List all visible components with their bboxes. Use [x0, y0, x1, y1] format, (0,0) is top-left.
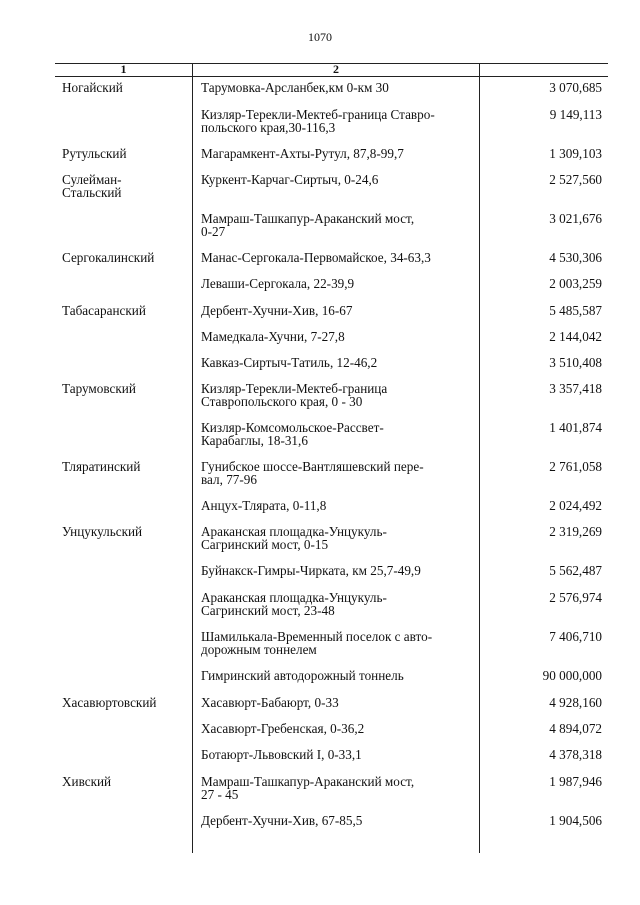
road-cell: Ботаюрт-Львовский I, 0-33,1 — [201, 747, 362, 762]
district-cell: Сергокалинский — [62, 250, 155, 265]
value-cell: 7 406,710 — [549, 629, 602, 644]
road-cell: Хасавюрт-Гребенская, 0-36,2 — [201, 721, 365, 736]
district-cell: Тарумовский — [62, 381, 136, 396]
road-cell: Араканская площадка-Унцукуль- Сагринский мост, 23-48 — [201, 590, 387, 618]
value-cell: 90 000,000 — [542, 668, 602, 683]
district-cell: Ногайский — [62, 80, 123, 95]
road-cell: Буйнакск-Гимры-Чирката, км 25,7-49,9 — [201, 563, 421, 578]
road-cell: Хасавюрт-Бабаюрт, 0-33 — [201, 695, 339, 710]
district-cell: Тляратинский — [62, 459, 141, 474]
value-cell: 4 530,306 — [549, 250, 602, 265]
value-cell: 1 904,506 — [549, 813, 602, 828]
road-cell: Леваши-Сергокала, 22-39,9 — [201, 276, 355, 291]
road-cell: Манас-Сергокала-Первомайское, 34-63,3 — [201, 250, 431, 265]
district-cell: Сулейман- Стальский — [62, 172, 122, 200]
road-cell: Мамедкала-Хучни, 7-27,8 — [201, 329, 345, 344]
road-cell: Кавказ-Сиртыч-Татиль, 12-46,2 — [201, 355, 378, 370]
road-cell: Шамилькала-Временный поселок с авто- дорожным тоннелем — [201, 629, 433, 657]
value-cell: 2 319,269 — [549, 524, 602, 539]
road-cell: Дербент-Хучни-Хив, 16-67 — [201, 303, 353, 318]
value-cell: 3 070,685 — [549, 80, 602, 95]
road-cell: Гимринский автодорожный тоннель — [201, 668, 404, 683]
road-cell: Тарумовка-Арсланбек,км 0-км 30 — [201, 80, 389, 95]
district-cell: Рутульский — [62, 146, 127, 161]
road-cell: Кизляр-Терекли-Мектеб-граница Ставропольского края, 0 - 30 — [201, 381, 388, 409]
value-cell: 2 576,974 — [549, 590, 602, 605]
road-cell: Араканская площадка-Унцукуль- Сагринский мост, 0-15 — [201, 524, 387, 552]
road-cell: Гунибское шоссе-Вантляшевский пере- вал, 77-96 — [201, 459, 424, 487]
value-cell: 2 144,042 — [549, 329, 602, 344]
value-cell: 2 527,560 — [549, 172, 602, 187]
value-cell: 3 357,418 — [549, 381, 602, 396]
road-cell: Магарамкент-Ахты-Рутул, 87,8-99,7 — [201, 146, 404, 161]
road-cell: Кизляр-Комсомольское-Рассвет- Карабаглы, 18-31,6 — [201, 420, 384, 448]
value-cell: 1 309,103 — [549, 146, 602, 161]
road-cell: Куркент-Карчаг-Сиртыч, 0-24,6 — [201, 172, 379, 187]
column-header-2: 2 — [333, 62, 339, 76]
page-number: 1070 — [308, 30, 332, 44]
value-cell: 5 485,587 — [549, 303, 602, 318]
column-header-1: 1 — [120, 62, 127, 76]
value-cell: 4 378,318 — [549, 747, 602, 762]
value-cell: 4 894,072 — [549, 721, 602, 736]
district-cell: Хивский — [62, 774, 112, 789]
column-divider-2 — [479, 63, 480, 853]
value-cell: 1 987,946 — [549, 774, 602, 789]
road-cell: Анцух-Тлярата, 0-11,8 — [201, 498, 327, 513]
value-cell: 3 510,408 — [549, 355, 602, 370]
district-cell: Табасаранский — [62, 303, 146, 318]
district-cell: Хасавюртовский — [62, 695, 157, 710]
value-cell: 9 149,113 — [549, 107, 602, 122]
value-cell: 2 761,058 — [549, 459, 602, 474]
district-cell: Унцукульский — [62, 524, 143, 539]
value-cell: 3 021,676 — [549, 211, 602, 226]
road-cell: Кизляр-Терекли-Мектеб-граница Ставро- польского края,30-116,3 — [201, 107, 435, 135]
road-cell: Мамраш-Ташкапур-Араканский мост, 27 - 45 — [201, 774, 415, 802]
column-divider-1 — [192, 63, 193, 853]
road-cell: Мамраш-Ташкапур-Араканский мост, 0-27 — [201, 211, 415, 239]
value-cell: 5 562,487 — [549, 563, 602, 578]
value-cell: 4 928,160 — [549, 695, 602, 710]
value-cell: 2 024,492 — [549, 498, 602, 513]
value-cell: 1 401,874 — [549, 420, 602, 435]
value-cell: 2 003,259 — [549, 276, 602, 291]
road-cell: Дербент-Хучни-Хив, 67-85,5 — [201, 813, 363, 828]
